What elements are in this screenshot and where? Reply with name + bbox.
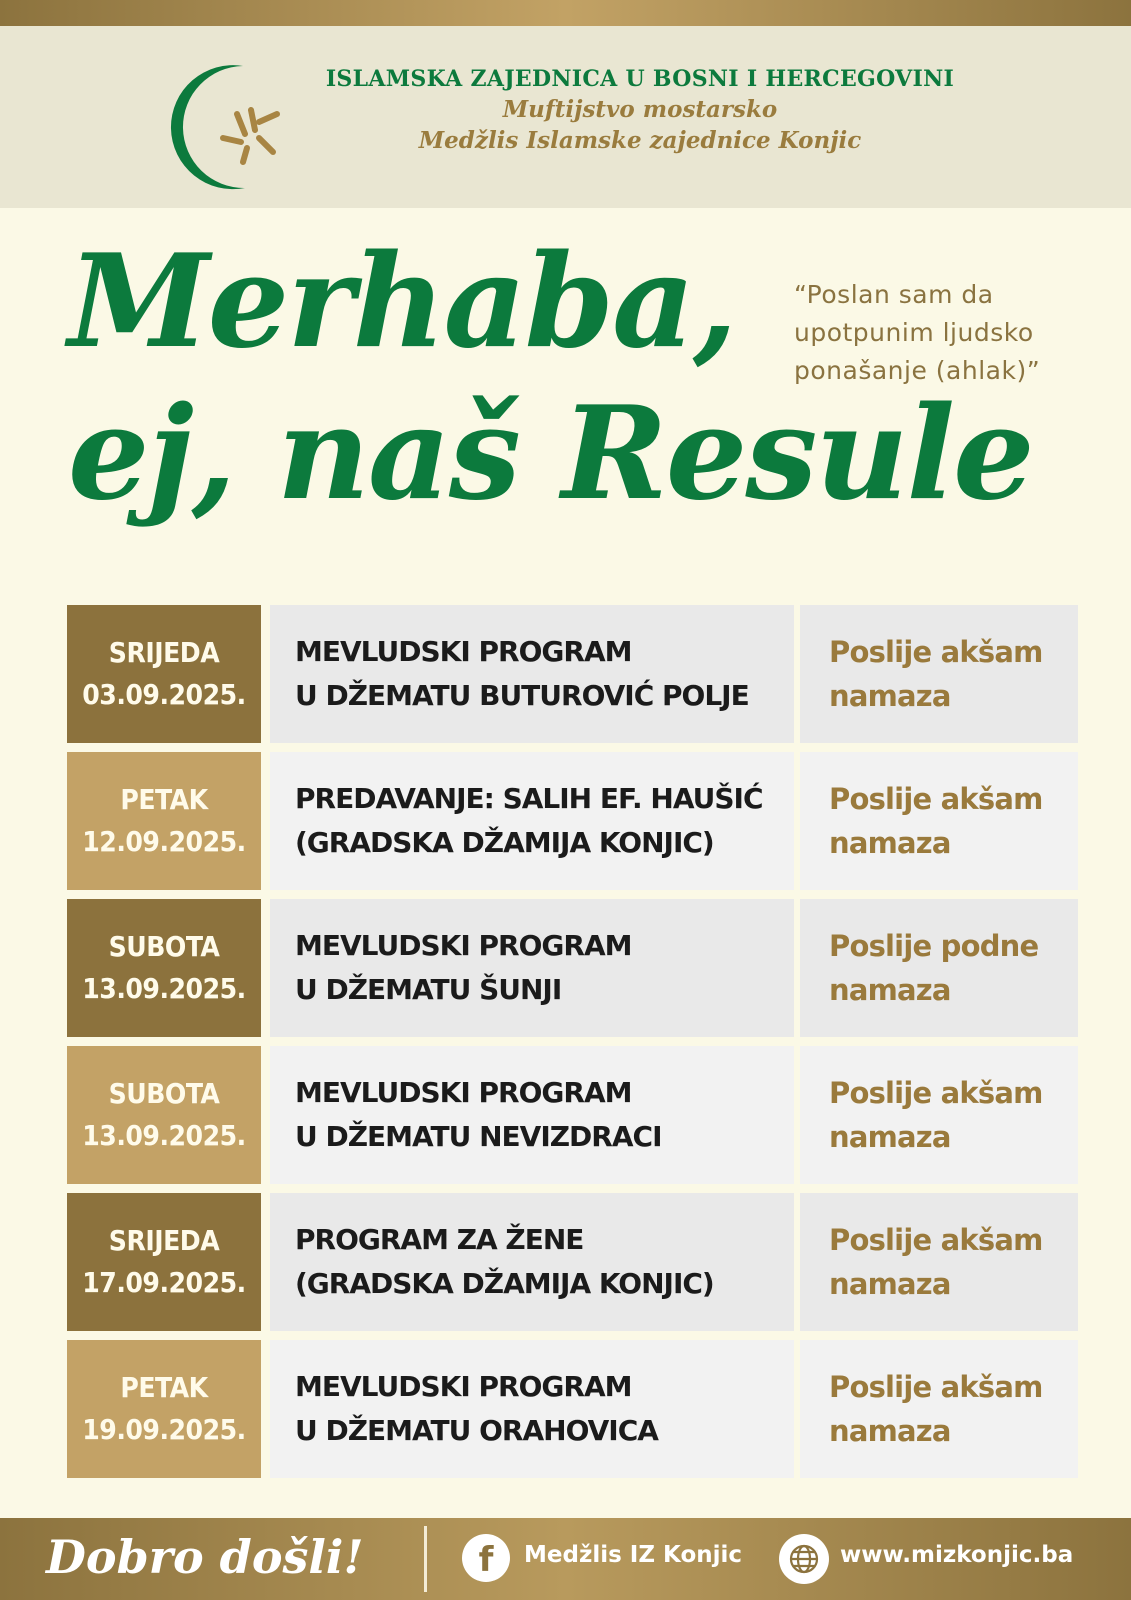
title-line-2: ej, naš Resule (68, 379, 1033, 529)
event-line-2: U DŽEMATU BUTUROVIĆ POLJE (295, 679, 749, 712)
date-cell (67, 752, 261, 890)
time-line-2: namaza (829, 973, 951, 1007)
event-line-1: MEVLUDSKI PROGRAM (295, 1370, 632, 1403)
time-line-1: Poslije podne (829, 929, 1039, 963)
crescent-star-icon (155, 56, 295, 196)
date-label: 13.09.2025. (82, 972, 246, 1005)
date-label: 13.09.2025. (82, 1119, 246, 1152)
table-row (67, 1046, 1077, 1184)
event-cell (270, 1046, 794, 1184)
date-label: 12.09.2025. (82, 825, 246, 858)
day-label: PETAK (120, 783, 208, 816)
day-label: SRIJEDA (108, 636, 220, 669)
time-cell (800, 1340, 1078, 1478)
day-label: SUBOTA (108, 930, 220, 963)
website-link[interactable]: www.mizkonjic.ba (840, 1542, 1074, 1568)
table-row (67, 899, 1077, 1037)
time-line-1: Poslije akšam (829, 635, 1043, 669)
date-label: 03.09.2025. (82, 678, 246, 711)
facebook-link[interactable]: Medžlis IZ Konjic (524, 1542, 743, 1568)
event-line-2: (GRADSKA DŽAMIJA KONJIC) (295, 1267, 714, 1300)
time-cell (800, 605, 1078, 743)
org-line-1: ISLAMSKA ZAJEDNICA U BOSNI I HERCEGOVINI (325, 66, 955, 92)
date-cell (67, 1193, 261, 1331)
time-line-2: namaza (829, 679, 951, 713)
footer (0, 1518, 1131, 1600)
event-line-2: U DŽEMATU ORAHOVICA (295, 1414, 658, 1447)
org-line-2: Muftijstvo mostarsko (502, 96, 778, 123)
date-cell (67, 1046, 261, 1184)
event-line-2: U DŽEMATU ŠUNJI (295, 973, 562, 1006)
time-cell (800, 752, 1078, 890)
table-row (67, 1193, 1077, 1331)
date-cell (67, 1340, 261, 1478)
event-line-1: PROGRAM ZA ŽENE (295, 1223, 584, 1256)
time-line-2: namaza (829, 826, 951, 860)
time-line-1: Poslije akšam (829, 1370, 1043, 1404)
title-line-1: Merhaba, (68, 227, 736, 377)
event-line-1: MEVLUDSKI PROGRAM (295, 929, 632, 962)
table-row (67, 1340, 1077, 1478)
event-line-2: (GRADSKA DŽAMIJA KONJIC) (295, 826, 714, 859)
table-row (67, 605, 1077, 743)
schedule-table (67, 605, 1077, 1487)
date-label: 19.09.2025. (82, 1413, 246, 1446)
globe-icon[interactable] (779, 1534, 829, 1584)
time-line-2: namaza (829, 1267, 951, 1301)
event-line-1: MEVLUDSKI PROGRAM (295, 635, 632, 668)
event-line-1: MEVLUDSKI PROGRAM (295, 1076, 632, 1109)
top-gold-bar (0, 0, 1131, 26)
org-line-3: Medžlis Islamske zajednice Konjic (418, 127, 862, 154)
event-line-1: PREDAVANJE: SALIH EF. HAUŠIĆ (295, 782, 763, 815)
time-cell (800, 1193, 1078, 1331)
time-line-2: namaza (829, 1120, 951, 1154)
date-cell (67, 605, 261, 743)
date-cell (67, 899, 261, 1037)
event-cell (270, 899, 794, 1037)
time-line-1: Poslije akšam (829, 1223, 1043, 1257)
quote: “Poslan sam da upotpunim ljudsko ponašanje (ahlak)” (794, 280, 1041, 385)
event-cell (270, 1193, 794, 1331)
organization-name (300, 66, 980, 154)
time-line-1: Poslije akšam (829, 782, 1043, 816)
time-line-1: Poslije akšam (829, 1076, 1043, 1110)
event-cell (270, 1340, 794, 1478)
day-label: SRIJEDA (108, 1224, 220, 1257)
event-cell (270, 752, 794, 890)
welcome-text: Dobro došli! (46, 1530, 364, 1584)
time-line-2: namaza (829, 1414, 951, 1448)
time-cell (800, 899, 1078, 1037)
header (0, 26, 1131, 208)
day-label: SUBOTA (108, 1077, 220, 1110)
table-row (67, 752, 1077, 890)
facebook-icon[interactable]: f (462, 1534, 510, 1582)
footer-divider (424, 1526, 427, 1592)
event-cell (270, 605, 794, 743)
date-label: 17.09.2025. (82, 1266, 246, 1299)
time-cell (800, 1046, 1078, 1184)
event-line-2: U DŽEMATU NEVIZDRACI (295, 1120, 662, 1153)
day-label: PETAK (120, 1371, 208, 1404)
